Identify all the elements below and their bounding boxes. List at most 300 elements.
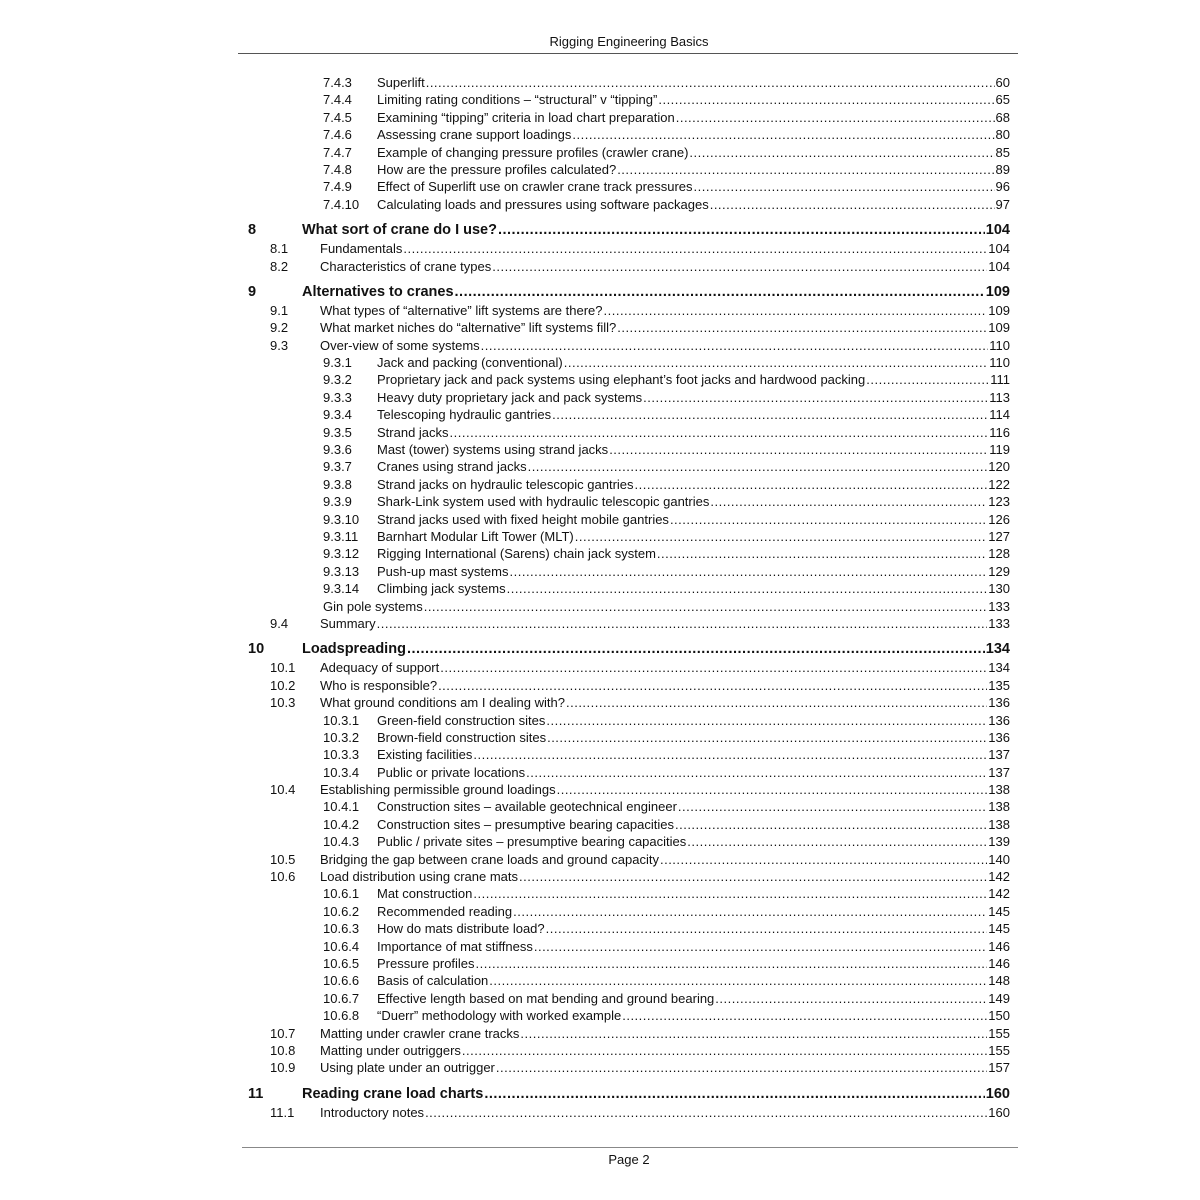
toc-entry-title: Who is responsible? bbox=[320, 677, 438, 693]
toc-entry-line bbox=[377, 990, 1010, 1007]
toc-entry[interactable] bbox=[0, 563, 1200, 580]
toc-entry[interactable] bbox=[0, 615, 1200, 632]
toc-entry[interactable] bbox=[0, 545, 1200, 562]
toc-entry-number: 9.3 bbox=[270, 337, 289, 353]
toc-entry-title: Telescoping hydraulic gantries bbox=[377, 407, 552, 423]
toc-entry[interactable] bbox=[0, 798, 1200, 815]
toc-entry[interactable] bbox=[0, 528, 1200, 545]
toc-entry-title: What ground conditions am I dealing with? bbox=[320, 695, 565, 711]
toc-entry-line bbox=[377, 109, 1010, 126]
toc-entry-number: 10.3 bbox=[270, 695, 296, 711]
toc-entry-number: 10.2 bbox=[270, 677, 296, 693]
toc-entry-title: Strand jacks used with fixed height mobile gantries bbox=[377, 511, 669, 527]
toc-entry-number: 11.1 bbox=[270, 1104, 295, 1120]
toc-entry[interactable] bbox=[0, 938, 1200, 955]
toc-entry[interactable] bbox=[0, 441, 1200, 458]
toc-entry[interactable] bbox=[0, 729, 1200, 746]
toc-entry-title: Mast (tower) systems using strand jacks bbox=[377, 442, 609, 458]
toc-entry-line bbox=[377, 371, 1010, 388]
toc-entry-page-number: 149 bbox=[988, 990, 1010, 1006]
toc-entry[interactable] bbox=[0, 990, 1200, 1007]
toc-entry-number: 10.4 bbox=[270, 782, 296, 798]
toc-entry[interactable] bbox=[0, 764, 1200, 781]
toc-entry-line bbox=[377, 903, 1010, 920]
toc-entry-line bbox=[377, 493, 1010, 510]
toc-entry[interactable] bbox=[0, 903, 1200, 920]
toc-entry-line bbox=[377, 729, 1010, 746]
toc-entry-line bbox=[377, 938, 1010, 955]
dot-leader bbox=[377, 615, 988, 632]
toc-entry-line bbox=[377, 196, 1010, 213]
toc-entry-number: 10.9 bbox=[270, 1060, 296, 1076]
toc-entry-line bbox=[377, 178, 1010, 195]
toc-entry[interactable] bbox=[0, 677, 1200, 694]
toc-entry-title: Cranes using strand jacks bbox=[377, 459, 527, 475]
toc-entry-number: 9.3.9 bbox=[323, 494, 352, 510]
toc-entry-page-number: 126 bbox=[988, 511, 1010, 527]
toc-entry[interactable] bbox=[0, 91, 1200, 108]
toc-entry-line bbox=[377, 528, 1010, 545]
toc-entry-page-number: 116 bbox=[989, 424, 1010, 440]
toc-entry-number: 10.4.1 bbox=[323, 799, 360, 815]
dot-leader bbox=[635, 476, 988, 493]
toc-entry[interactable] bbox=[0, 354, 1200, 371]
toc-entry[interactable] bbox=[0, 476, 1200, 493]
toc-entry-title: Over-view of some systems bbox=[320, 337, 480, 353]
toc-entry-page-number: 109 bbox=[988, 320, 1010, 336]
toc-entry-page-number: 60 bbox=[995, 75, 1010, 90]
toc-entry-line bbox=[320, 868, 1010, 885]
toc-entry[interactable] bbox=[0, 493, 1200, 510]
toc-entry-page-number: 142 bbox=[988, 886, 1010, 902]
toc-entry-title: Load distribution using crane mats bbox=[320, 869, 519, 885]
toc-entry-line bbox=[377, 712, 1010, 729]
toc-entry-page-number: 139 bbox=[988, 834, 1010, 850]
toc-entry-number: 10.1 bbox=[270, 660, 296, 676]
toc-entry-number: 10.6.8 bbox=[323, 1008, 360, 1024]
toc-entry-title: Assessing crane support loadings bbox=[377, 127, 572, 143]
dot-leader bbox=[496, 1059, 987, 1076]
toc-chapter-entry[interactable] bbox=[0, 639, 1200, 659]
toc-entry-title: Green-field construction sites bbox=[377, 712, 546, 728]
dot-leader bbox=[526, 764, 987, 781]
toc-entry-number: 10.6.1 bbox=[323, 886, 360, 902]
dot-leader bbox=[407, 639, 985, 659]
toc-entry-line bbox=[320, 781, 1010, 798]
dot-leader bbox=[678, 798, 987, 815]
toc-entry-number: 7.4.8 bbox=[323, 161, 352, 177]
toc-entry[interactable] bbox=[0, 302, 1200, 319]
toc-entry[interactable] bbox=[0, 1025, 1200, 1042]
toc-entry-number: 7.4.4 bbox=[323, 92, 352, 108]
toc-entry-number: 10.3.1 bbox=[323, 712, 360, 728]
toc-entry-number: 7.4.9 bbox=[323, 179, 352, 195]
dot-leader bbox=[689, 144, 994, 161]
toc-entry-line bbox=[377, 406, 1010, 423]
toc-entry-line bbox=[377, 91, 1010, 108]
toc-chapter-entry[interactable] bbox=[0, 1084, 1200, 1104]
dot-leader bbox=[481, 337, 989, 354]
dot-leader bbox=[462, 1042, 987, 1059]
toc-entry-page-number: 146 bbox=[988, 938, 1010, 954]
toc-entry-number: 9.3.6 bbox=[323, 442, 352, 458]
dot-leader bbox=[676, 109, 995, 126]
toc-entry[interactable] bbox=[0, 109, 1200, 126]
toc-chapter-entry[interactable] bbox=[0, 282, 1200, 302]
dot-leader bbox=[438, 677, 987, 694]
toc-entry-page-number: 137 bbox=[988, 747, 1010, 763]
toc-entry[interactable] bbox=[0, 972, 1200, 989]
toc-entry[interactable] bbox=[0, 1059, 1200, 1076]
toc-entry-number: 9.3.3 bbox=[323, 389, 352, 405]
toc-entry-title: Existing facilities bbox=[377, 747, 473, 763]
toc-entry-line bbox=[377, 1007, 1010, 1024]
dot-leader bbox=[547, 729, 987, 746]
toc-entry-page-number: 104 bbox=[988, 258, 1010, 274]
dot-leader bbox=[534, 938, 987, 955]
toc-entry-title: Effective length based on mat bending and ground bearing bbox=[377, 990, 715, 1006]
toc-entry-line bbox=[377, 389, 1010, 406]
toc-entry-line bbox=[377, 511, 1010, 528]
toc-entry-page-number: 110 bbox=[989, 355, 1010, 371]
toc-entry-title: Heavy duty proprietary jack and pack systems bbox=[377, 389, 643, 405]
toc-entry[interactable] bbox=[0, 851, 1200, 868]
toc-entry[interactable] bbox=[0, 406, 1200, 423]
toc-entry-title: Brown-field construction sites bbox=[377, 729, 547, 745]
toc-entry[interactable] bbox=[0, 659, 1200, 676]
toc-entry-line bbox=[377, 746, 1010, 763]
toc-entry-number: 9.3.7 bbox=[323, 459, 352, 475]
toc-entry-title: Strand jacks on hydraulic telescopic gantries bbox=[377, 476, 634, 492]
toc-entry-page-number: 97 bbox=[995, 196, 1010, 212]
toc-entry-line bbox=[320, 1059, 1010, 1076]
dot-leader bbox=[670, 511, 987, 528]
toc-entry-page-number: 119 bbox=[989, 442, 1010, 458]
toc-entry-line bbox=[377, 833, 1010, 850]
toc-entry-number: 10.8 bbox=[270, 1042, 296, 1058]
toc-entry-number: 10.3.2 bbox=[323, 729, 360, 745]
toc-entry-line bbox=[320, 1025, 1010, 1042]
dot-leader bbox=[622, 1007, 987, 1024]
toc-entry-line bbox=[320, 677, 1010, 694]
toc-entry-page-number: 134 bbox=[985, 641, 1010, 658]
toc-entry-line bbox=[302, 220, 1010, 240]
dot-leader bbox=[617, 319, 987, 336]
dot-leader bbox=[687, 833, 987, 850]
toc-entry-page-number: 113 bbox=[989, 389, 1010, 405]
toc-entry-line bbox=[377, 441, 1010, 458]
toc-entry-number: 9.3.13 bbox=[323, 563, 360, 579]
dot-leader bbox=[425, 1104, 987, 1121]
dot-leader bbox=[660, 851, 987, 868]
toc-entry-line bbox=[320, 694, 1010, 711]
dot-leader bbox=[489, 972, 987, 989]
dot-leader bbox=[473, 885, 987, 902]
toc-entry-page-number: 133 bbox=[988, 598, 1010, 614]
toc-entry-title: Superlift bbox=[377, 75, 425, 90]
dot-leader bbox=[426, 74, 995, 91]
toc-entry-title: Proprietary jack and pack systems using elephant’s foot jacks and hardwood packing bbox=[377, 372, 866, 388]
footer-divider bbox=[242, 1147, 1018, 1148]
toc-entry[interactable] bbox=[0, 1104, 1200, 1121]
toc-entry-line bbox=[377, 476, 1010, 493]
toc-entry-number: 10.3.4 bbox=[323, 764, 360, 780]
toc-entry[interactable] bbox=[0, 833, 1200, 850]
dot-leader bbox=[710, 196, 995, 213]
dot-leader bbox=[564, 354, 989, 371]
toc-entry-title: Reading crane load charts bbox=[302, 1085, 484, 1102]
toc-entry-line bbox=[320, 615, 1010, 632]
toc-entry[interactable] bbox=[0, 144, 1200, 161]
dot-leader bbox=[492, 258, 987, 275]
toc-entry-page-number: 134 bbox=[988, 660, 1010, 676]
dot-leader bbox=[604, 302, 988, 319]
toc-entry-page-number: 146 bbox=[988, 955, 1010, 971]
toc-entry-title: Construction sites – available geotechnical engineer bbox=[377, 799, 677, 815]
dot-leader bbox=[675, 816, 987, 833]
toc-entry-line bbox=[377, 161, 1010, 178]
toc-entry-title: Alternatives to cranes bbox=[302, 283, 454, 300]
toc-entry-number: 8.2 bbox=[270, 258, 289, 274]
toc-entry-title: Public or private locations bbox=[377, 764, 526, 780]
dot-leader bbox=[617, 161, 994, 178]
toc-entry-title: Bridging the gap between crane loads and ground capacity bbox=[320, 851, 659, 867]
header-divider bbox=[238, 53, 1018, 54]
toc-entry[interactable] bbox=[0, 389, 1200, 406]
toc-entry[interactable] bbox=[0, 319, 1200, 336]
toc-entry[interactable] bbox=[0, 694, 1200, 711]
running-header-title: Rigging Engineering Basics bbox=[549, 34, 709, 49]
toc-entry[interactable] bbox=[0, 816, 1200, 833]
toc-entry-title: Pressure profiles bbox=[377, 955, 475, 971]
toc-entry-page-number: 89 bbox=[995, 161, 1010, 177]
toc-entry-title: Barnhart Modular Lift Tower (MLT) bbox=[377, 528, 574, 544]
toc-entry-page-number: 136 bbox=[988, 712, 1010, 728]
toc-entry-line bbox=[377, 458, 1010, 475]
toc-entry-page-number: 109 bbox=[988, 302, 1010, 318]
toc-entry-number: 9 bbox=[248, 283, 257, 300]
toc-entry-title: Introductory notes bbox=[320, 1104, 425, 1120]
toc-entry-number: 10.6.2 bbox=[323, 903, 360, 919]
toc-entry-number: 10.7 bbox=[270, 1025, 296, 1041]
toc-entry[interactable] bbox=[0, 74, 1200, 91]
toc-entry-line bbox=[377, 798, 1010, 815]
toc-entry[interactable] bbox=[0, 258, 1200, 275]
toc-entry-title: Recommended reading bbox=[377, 903, 513, 919]
toc-entry-line bbox=[320, 1104, 1010, 1121]
toc-entry-line bbox=[377, 424, 1010, 441]
toc-entry-number: 11 bbox=[248, 1085, 264, 1102]
toc-entry-number: 8.1 bbox=[270, 241, 289, 257]
toc-entry-number: 7.4.3 bbox=[323, 75, 352, 90]
toc-entry-line bbox=[320, 302, 1010, 319]
toc-entry-title: Establishing permissible ground loadings bbox=[320, 782, 556, 798]
toc-entry-number: 9.1 bbox=[270, 302, 289, 318]
toc-entry-page-number: 80 bbox=[995, 127, 1010, 143]
toc-entry-page-number: 133 bbox=[988, 615, 1010, 631]
toc-entry[interactable] bbox=[0, 511, 1200, 528]
toc-entry-line bbox=[302, 282, 1010, 302]
toc-entry-number: 7.4.5 bbox=[323, 109, 352, 125]
toc-entry-page-number: 135 bbox=[988, 677, 1010, 693]
toc-entry-title: Matting under outriggers bbox=[320, 1042, 461, 1058]
toc-entry-number: 9.2 bbox=[270, 320, 289, 336]
dot-leader bbox=[694, 178, 995, 195]
toc-entry-line bbox=[320, 1042, 1010, 1059]
toc-entry-title: Strand jacks bbox=[377, 424, 449, 440]
toc-entry-number: 10.6.3 bbox=[323, 921, 360, 937]
toc-entry[interactable] bbox=[0, 1007, 1200, 1024]
dot-leader bbox=[643, 389, 988, 406]
dot-leader bbox=[403, 240, 987, 257]
toc-entry-title: Characteristics of crane types bbox=[320, 258, 492, 274]
toc-entry-page-number: 140 bbox=[988, 851, 1010, 867]
toc-entry-line bbox=[320, 319, 1010, 336]
toc-entry[interactable] bbox=[0, 920, 1200, 937]
toc-entry[interactable] bbox=[0, 746, 1200, 763]
dot-leader bbox=[440, 659, 987, 676]
toc-entry-line bbox=[302, 639, 1010, 659]
toc-entry-number: 10 bbox=[248, 641, 265, 658]
dot-leader bbox=[546, 712, 987, 729]
toc-entry-title: “Duerr” methodology with worked example bbox=[377, 1008, 622, 1024]
toc-entry-number: 10.6.7 bbox=[323, 990, 360, 1006]
toc-entry-title: Basis of calculation bbox=[377, 973, 489, 989]
toc-entry-page-number: 123 bbox=[988, 494, 1010, 510]
dot-leader bbox=[473, 746, 987, 763]
toc-entry-title: Limiting rating conditions – “structural” v “tipping” bbox=[377, 92, 658, 108]
toc-entry-title: Adequacy of support bbox=[320, 660, 440, 676]
toc-entry-number: 9.3.2 bbox=[323, 372, 352, 388]
toc-entry-line bbox=[377, 920, 1010, 937]
toc-entry-line bbox=[323, 598, 1010, 615]
toc-entry-page-number: 104 bbox=[985, 222, 1010, 239]
toc-entry-number: 9.4 bbox=[270, 615, 289, 631]
toc-entry-page-number: 68 bbox=[995, 109, 1010, 125]
toc-entry[interactable] bbox=[0, 424, 1200, 441]
dot-leader bbox=[455, 282, 985, 302]
toc-entry-line bbox=[377, 126, 1010, 143]
toc-entry[interactable] bbox=[0, 868, 1200, 885]
toc-entry-number: 10.4.2 bbox=[323, 816, 360, 832]
toc-entry-title: Jack and packing (conventional) bbox=[377, 355, 563, 371]
toc-entry-page-number: 138 bbox=[988, 799, 1010, 815]
toc-entry-line bbox=[377, 955, 1010, 972]
toc-entry-title: Mat construction bbox=[377, 886, 473, 902]
toc-entry[interactable] bbox=[0, 955, 1200, 972]
toc-entry-title: What types of “alternative” lift systems are there? bbox=[320, 302, 603, 318]
toc-entry-line bbox=[377, 816, 1010, 833]
toc-entry-page-number: 104 bbox=[988, 241, 1010, 257]
toc-entry-page-number: 160 bbox=[988, 1104, 1010, 1120]
dot-leader bbox=[566, 694, 987, 711]
toc-entry-line bbox=[377, 563, 1010, 580]
toc-entry-title: Summary bbox=[320, 615, 376, 631]
toc-entry-page-number: 157 bbox=[988, 1060, 1010, 1076]
toc-entry-number: 10.6.4 bbox=[323, 938, 360, 954]
toc-entry-page-number: 111 bbox=[990, 372, 1010, 388]
toc-entry-number: 9.3.1 bbox=[323, 355, 352, 371]
toc-entry-line bbox=[377, 972, 1010, 989]
toc-entry-title: Shark-Link system used with hydraulic telescopic gantries bbox=[377, 494, 710, 510]
toc-entry[interactable] bbox=[0, 178, 1200, 195]
toc-entry-title: Climbing jack systems bbox=[377, 581, 506, 597]
toc-chapter-entry[interactable] bbox=[0, 220, 1200, 240]
toc-entry-title: Examining “tipping” criteria in load chart preparation bbox=[377, 109, 675, 125]
toc-entry-line bbox=[377, 885, 1010, 902]
toc-entry-title: What market niches do “alternative” lift systems fill? bbox=[320, 320, 617, 336]
toc-entry-number: 10.6.6 bbox=[323, 973, 360, 989]
toc-entry-number: 7.4.7 bbox=[323, 144, 352, 160]
toc-entry[interactable] bbox=[0, 781, 1200, 798]
dot-leader bbox=[715, 990, 987, 1007]
toc-entry-number: 9.3.10 bbox=[323, 511, 360, 527]
toc-entry-title: What sort of crane do I use? bbox=[302, 222, 497, 239]
toc-entry[interactable] bbox=[0, 458, 1200, 475]
table-of-contents bbox=[0, 74, 1200, 1121]
toc-entry-title: Rigging International (Sarens) chain jack system bbox=[377, 546, 656, 562]
toc-entry-title: How are the pressure profiles calculated? bbox=[377, 161, 617, 177]
toc-entry-title: Push-up mast systems bbox=[377, 563, 509, 579]
toc-entry[interactable] bbox=[0, 371, 1200, 388]
toc-entry-title: Fundamentals bbox=[320, 241, 403, 257]
toc-entry-page-number: 114 bbox=[989, 407, 1010, 423]
toc-entry-line bbox=[320, 337, 1010, 354]
toc-entry-title: Matting under crawler crane tracks bbox=[320, 1025, 520, 1041]
toc-entry-title: Example of changing pressure profiles (crawler crane) bbox=[377, 144, 689, 160]
toc-entry[interactable] bbox=[0, 598, 1200, 615]
toc-entry-page-number: 136 bbox=[988, 729, 1010, 745]
toc-entry-title: Calculating loads and pressures using software packages bbox=[377, 196, 709, 212]
toc-entry-number: 10.5 bbox=[270, 851, 296, 867]
toc-entry-number: 7.4.10 bbox=[323, 196, 360, 212]
toc-entry[interactable] bbox=[0, 580, 1200, 597]
toc-entry[interactable] bbox=[0, 337, 1200, 354]
toc-entry[interactable] bbox=[0, 126, 1200, 143]
toc-entry-number: 7.4.6 bbox=[323, 127, 352, 143]
dot-leader bbox=[710, 493, 987, 510]
toc-entry-number: 10.6 bbox=[270, 869, 296, 885]
toc-entry-title: Gin pole systems bbox=[323, 598, 423, 614]
toc-entry[interactable] bbox=[0, 196, 1200, 213]
dot-leader bbox=[552, 406, 988, 423]
toc-entry-number: 10.6.5 bbox=[323, 955, 360, 971]
toc-entry-page-number: 138 bbox=[988, 816, 1010, 832]
toc-entry-line bbox=[377, 580, 1010, 597]
toc-entry[interactable] bbox=[0, 885, 1200, 902]
dot-leader bbox=[476, 955, 988, 972]
toc-entry-number: 9.3.8 bbox=[323, 476, 352, 492]
toc-entry-page-number: 150 bbox=[988, 1008, 1010, 1024]
toc-entry[interactable] bbox=[0, 240, 1200, 257]
toc-entry-page-number: 129 bbox=[988, 563, 1010, 579]
toc-entry-number: 10.4.3 bbox=[323, 834, 360, 850]
toc-entry-line bbox=[320, 851, 1010, 868]
dot-leader bbox=[424, 598, 988, 615]
toc-entry-number: 9.3.12 bbox=[323, 546, 360, 562]
toc-entry[interactable] bbox=[0, 161, 1200, 178]
dot-leader bbox=[507, 580, 988, 597]
toc-entry[interactable] bbox=[0, 712, 1200, 729]
toc-entry[interactable] bbox=[0, 1042, 1200, 1059]
toc-entry-page-number: 136 bbox=[988, 695, 1010, 711]
dot-leader bbox=[658, 91, 994, 108]
toc-entry-line bbox=[377, 354, 1010, 371]
toc-entry-page-number: 127 bbox=[988, 528, 1010, 544]
toc-entry-title: Loadspreading bbox=[302, 641, 406, 658]
toc-entry-line bbox=[377, 764, 1010, 781]
dot-leader bbox=[575, 528, 988, 545]
